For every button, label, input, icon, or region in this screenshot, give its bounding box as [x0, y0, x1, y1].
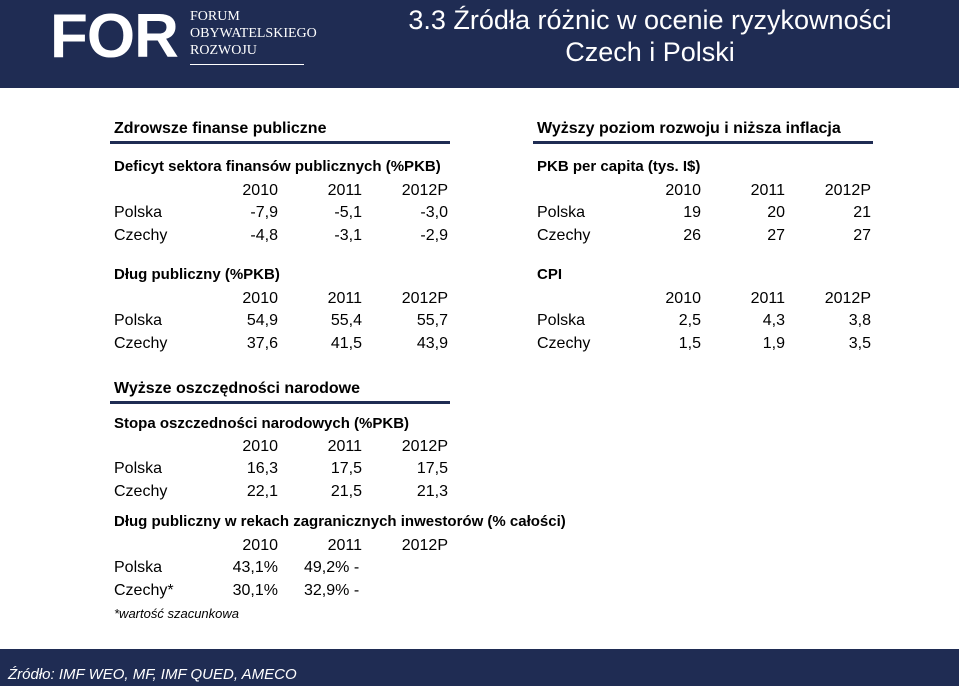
table-cell: 17,5: [330, 460, 362, 477]
row-label: Polska: [537, 312, 586, 329]
table-cell: 20: [767, 204, 785, 221]
table-row: [114, 458, 454, 480]
table-header-row: [114, 436, 454, 458]
row-label: Polska: [114, 204, 163, 221]
table-cell: 21: [853, 204, 871, 221]
logo-text: [190, 8, 317, 59]
table-cell: 16,3: [246, 460, 278, 477]
data-table: [114, 436, 454, 506]
header-bar: [0, 0, 959, 88]
table-cell: 27: [767, 227, 785, 244]
table-cell: -3,0: [420, 204, 448, 221]
row-label: Polska: [537, 204, 586, 221]
table-cell: 54,9: [246, 312, 278, 329]
table-row: [537, 333, 877, 355]
table-cell: 21,3: [416, 483, 448, 500]
data-table: [537, 180, 877, 250]
footnote-estimate: *wartość szacunkowa: [114, 606, 239, 621]
table-header-row: [114, 535, 454, 557]
table-row: [537, 310, 877, 332]
table-cell: 17,5: [416, 460, 448, 477]
table-row: [114, 481, 454, 503]
column-header: 2011: [750, 290, 785, 307]
table-title: Dług publiczny w rekach zagranicznych inwestorów (% całości): [114, 513, 566, 530]
slide-title-line-2: Czech i Polski: [565, 37, 735, 67]
table-title: Stopa oszczedności narodowych (%PKB): [114, 415, 410, 432]
table-cell: -2,9: [420, 227, 448, 244]
row-label: Polska: [114, 559, 163, 576]
table-cell: 43,1%: [232, 559, 278, 576]
table-title: PKB per capita (tys. I$): [537, 158, 701, 175]
table-cell: -7,9: [250, 204, 278, 221]
row-label: Czechy*: [114, 582, 174, 599]
column-header: 2010: [242, 290, 278, 307]
table-title: Deficyt sektora finansów publicznych (%PKB): [114, 158, 441, 175]
column-header: 2010: [242, 537, 278, 554]
column-header: 2010: [665, 182, 701, 199]
table-cell: 43,9: [416, 335, 448, 352]
section-rule-left-top: [110, 141, 450, 144]
table-row: [537, 202, 877, 224]
table-cell: 2,5: [678, 312, 701, 329]
column-header: 2010: [242, 438, 278, 455]
table-cell: 26: [683, 227, 701, 244]
table-cell: 21,5: [330, 483, 362, 500]
column-header: 2012P: [824, 290, 871, 307]
data-table: [114, 288, 454, 358]
table-row: [114, 333, 454, 355]
table-title: Dług publiczny (%PKB): [114, 266, 280, 283]
table-row: [114, 202, 454, 224]
slide-title-line-1: 3.3 Źródła różnic w ocenie ryzykowności: [408, 5, 892, 35]
section-rule-left-bottom: [110, 401, 450, 404]
data-table: [114, 180, 454, 250]
column-header: 2011: [327, 182, 362, 199]
table-header-row: [537, 288, 877, 310]
table-title: CPI: [537, 266, 563, 283]
row-label: Polska: [114, 312, 163, 329]
table-cell: 41,5: [330, 335, 362, 352]
section-title-public-finance: Zdrowsze finanse publiczne: [114, 120, 327, 137]
row-label: Czechy: [114, 227, 168, 244]
table-row: [114, 310, 454, 332]
table-cell: 49,2% -: [304, 559, 360, 576]
slide-title: [350, 4, 950, 68]
table-cell: 55,7: [416, 312, 448, 329]
column-header: 2011: [750, 182, 785, 199]
data-table: [537, 288, 877, 358]
table-cell: 1,9: [762, 335, 785, 352]
table-cell: -4,8: [250, 227, 278, 244]
column-header: 2012P: [401, 182, 448, 199]
section-title-savings: Wyższe oszczędności narodowe: [114, 380, 360, 397]
logo-line-3: ROZWOJU: [190, 43, 257, 58]
table-cell: 4,3: [762, 312, 785, 329]
row-label: Czechy: [114, 335, 168, 352]
table-cell: 30,1%: [232, 582, 278, 599]
table-cell: 1,5: [678, 335, 701, 352]
table-row: [114, 557, 454, 579]
table-cell: 37,6: [246, 335, 278, 352]
section-rule-right-top: [533, 141, 873, 144]
column-header: 2012P: [401, 537, 448, 554]
column-header: 2012P: [401, 290, 448, 307]
data-table: [114, 535, 454, 605]
row-label: Czechy: [537, 227, 591, 244]
logo-line-2: OBYWATELSKIEGO: [190, 26, 317, 41]
column-header: 2012P: [824, 182, 871, 199]
column-header: 2011: [327, 438, 362, 455]
row-label: Czechy: [537, 335, 591, 352]
logo-underline: [190, 64, 304, 65]
column-header: 2012P: [401, 438, 448, 455]
logo-line-1: FORUM: [190, 9, 240, 24]
column-header: 2010: [242, 182, 278, 199]
table-row: [114, 225, 454, 247]
table-header-row: [537, 180, 877, 202]
table-cell: 27: [853, 227, 871, 244]
table-row: [114, 580, 454, 602]
column-header: 2011: [327, 537, 362, 554]
column-header: 2010: [665, 290, 701, 307]
row-label: Czechy: [114, 483, 168, 500]
table-cell: -5,1: [334, 204, 362, 221]
source-caption: Źródło: IMF WEO, MF, IMF QUED, AMECO: [8, 666, 297, 683]
table-cell: 3,5: [848, 335, 871, 352]
table-cell: 19: [683, 204, 701, 221]
table-cell: 32,9% -: [304, 582, 360, 599]
section-title-development: Wyższy poziom rozwoju i niższa inflacja: [537, 120, 841, 137]
table-cell: 3,8: [848, 312, 871, 329]
column-header: 2011: [327, 290, 362, 307]
table-header-row: [114, 180, 454, 202]
table-cell: 55,4: [330, 312, 362, 329]
table-cell: -3,1: [334, 227, 362, 244]
row-label: Polska: [114, 460, 163, 477]
table-header-row: [114, 288, 454, 310]
logo-for: FOR: [50, 2, 178, 71]
table-row: [537, 225, 877, 247]
table-cell: 22,1: [246, 483, 278, 500]
